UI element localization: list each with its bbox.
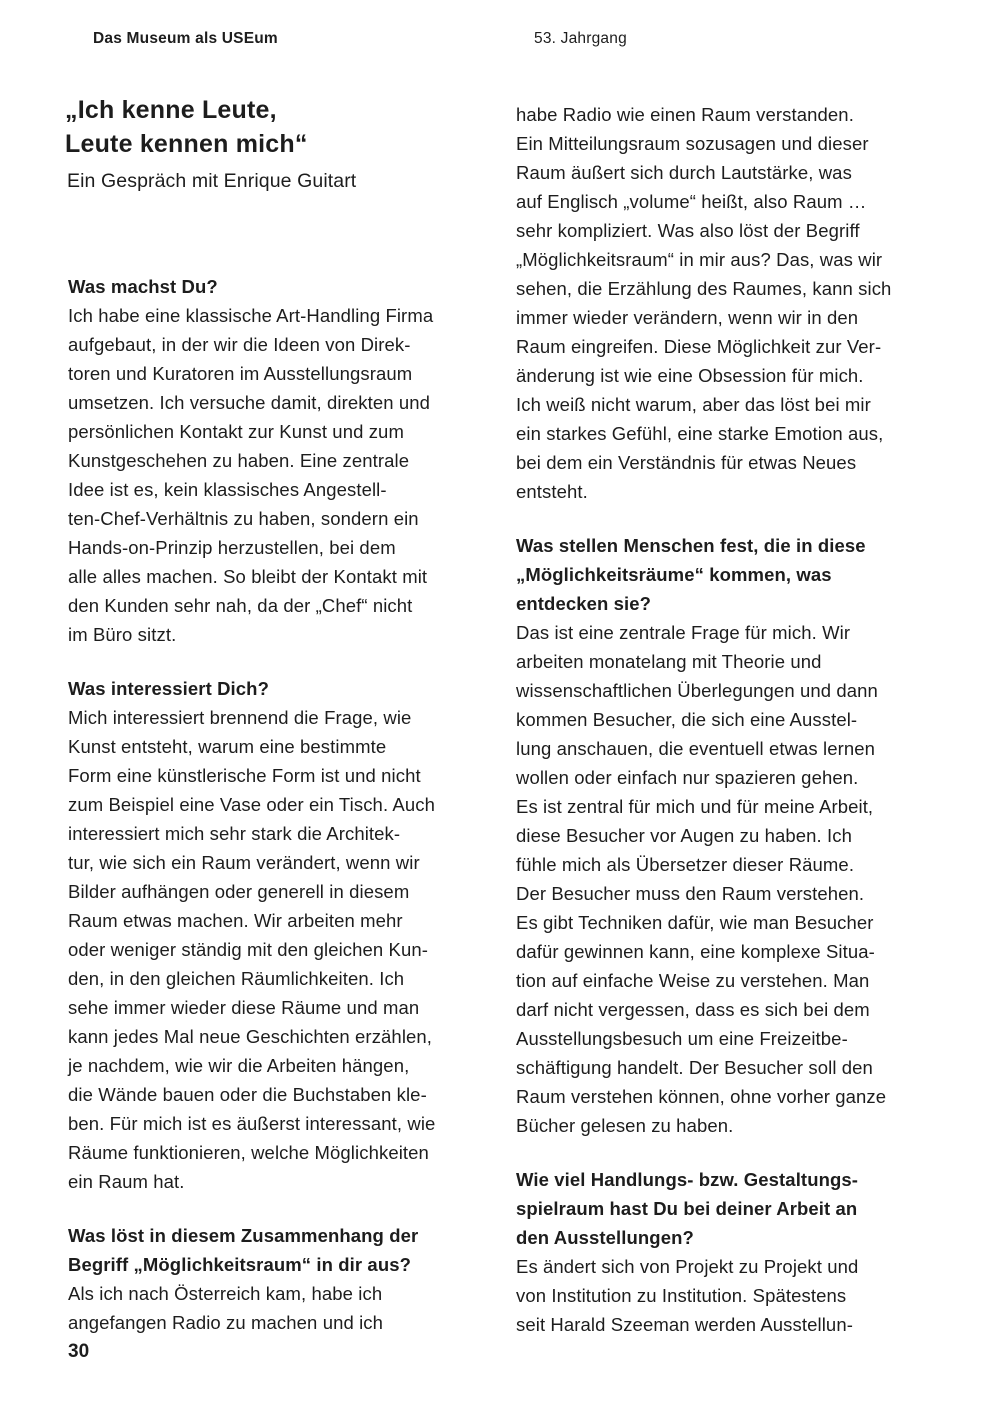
answer-line: Raum äußert sich durch Lautstärke, was — [516, 162, 852, 183]
answer-line: ein Raum hat. — [68, 1171, 185, 1192]
answer-line: sehe immer wieder diese Räume und man — [68, 997, 420, 1018]
answer-line: ben. Für mich ist es äußerst interessant, wie — [68, 1113, 436, 1134]
answer-line: arbeiten monatelang mit Theorie und — [516, 651, 822, 672]
answer-line: lung anschauen, die eventuell etwas lernen — [516, 738, 876, 759]
answer-line: Kunst entsteht, warum eine bestimmte — [68, 736, 387, 757]
answer-line: Es ändert sich von Projekt zu Projekt und — [516, 1256, 859, 1277]
answer-line: von Institution zu Institution. Spätestens — [516, 1285, 847, 1306]
answer-line: aufgebaut, in der wir die Ideen von Direk- — [68, 334, 411, 355]
answer-line: persönlichen Kontakt zur Kunst und zum — [68, 421, 404, 442]
answer-line: Ausstellungsbesuch um eine Freizeitbe- — [516, 1028, 848, 1049]
answer-line: Der Besucher muss den Raum verstehen. — [516, 883, 865, 904]
answer-line: angefangen Radio zu machen und ich — [68, 1312, 384, 1333]
answer-line: Räume funktionieren, welche Möglichkeiten — [68, 1142, 429, 1163]
answer-line: alle alles machen. So bleibt der Kontakt mit — [68, 566, 428, 587]
page-number: 30 — [68, 1341, 90, 1362]
answer-line: immer wieder verändern, wenn wir in den — [516, 307, 859, 328]
qa-block — [516, 100, 961, 506]
answer-line: Raum etwas machen. Wir arbeiten mehr — [68, 910, 403, 931]
question-line: Was machst Du? — [68, 276, 218, 297]
qa-block — [516, 1165, 961, 1339]
running-header-left: Das Museum als USEum — [93, 30, 278, 47]
answer-line: Form eine künstlerische Form ist und nicht — [68, 765, 421, 786]
question-line: Was stellen Menschen fest, die in diese — [516, 535, 866, 556]
running-header-right: 53. Jahrgang — [534, 30, 627, 47]
answer-line: habe Radio wie einen Raum verstanden. — [516, 104, 854, 125]
answer-line: „Möglichkeitsraum“ in mir aus? Das, was wir — [516, 249, 883, 270]
answer-line: im Büro sitzt. — [68, 624, 177, 645]
answer-line: diese Besucher vor Augen zu haben. Ich — [516, 825, 852, 846]
question-line: Begriff „Möglichkeitsraum“ in dir aus? — [68, 1254, 412, 1275]
article-title-line-1: „Ich kenne Leute, — [65, 96, 277, 124]
answer-line: bei dem ein Verständnis für etwas Neues — [516, 452, 857, 473]
answer-line: zum Beispiel eine Vase oder ein Tisch. Auch — [68, 794, 435, 815]
article-title — [65, 93, 308, 161]
answer-line: ten-Chef-Verhältnis zu haben, sondern ein — [68, 508, 419, 529]
answer-line: toren und Kuratoren im Ausstellungsraum — [68, 363, 413, 384]
answer-line: Raum eingreifen. Diese Möglichkeit zur Ver- — [516, 336, 882, 357]
answer-line: dafür gewinnen kann, eine komplexe Situa- — [516, 941, 875, 962]
question-line: Was löst in diesem Zusammenhang der — [68, 1225, 419, 1246]
answer-line: seit Harald Szeeman werden Ausstellun- — [516, 1314, 853, 1335]
answer-line: kommen Besucher, die sich eine Ausstel- — [516, 709, 858, 730]
answer-line: kann jedes Mal neue Geschichten erzählen, — [68, 1026, 433, 1047]
answer-line: Kunstgeschehen zu haben. Eine zentrale — [68, 450, 410, 471]
answer-line: Raum verstehen können, ohne vorher ganze — [516, 1086, 887, 1107]
question-line: Wie viel Handlungs- bzw. Gestaltungs- — [516, 1169, 859, 1190]
answer-line: Idee ist es, kein klassisches Angestell- — [68, 479, 387, 500]
answer-line: wissenschaftlichen Überlegungen und dann — [516, 680, 878, 701]
answer-line: tur, wie sich ein Raum verändert, wenn wir — [68, 852, 420, 873]
answer-line: änderung ist wie eine Obsession für mich. — [516, 365, 864, 386]
article-subtitle: Ein Gespräch mit Enrique Guitart — [67, 170, 357, 192]
answer-line: auf Englisch „volume“ heißt, also Raum … — [516, 191, 867, 212]
answer-line: Es ist zentral für mich und für meine Arbeit, — [516, 796, 874, 817]
answer-line: fühle mich als Übersetzer dieser Räume. — [516, 854, 855, 875]
answer-line: darf nicht vergessen, dass es sich bei dem — [516, 999, 870, 1020]
answer-line: sehr kompliziert. Was also löst der Begriff — [516, 220, 860, 241]
question-line: entdecken sie? — [516, 593, 652, 614]
answer-line: den Kunden sehr nah, da der „Chef“ nicht — [68, 595, 413, 616]
answer-line: Als ich nach Österreich kam, habe ich — [68, 1283, 383, 1304]
answer-line: die Wände bauen oder die Buchstaben kle- — [68, 1084, 427, 1105]
answer-line: oder weniger ständig mit den gleichen Kun- — [68, 939, 429, 960]
answer-line: entsteht. — [516, 481, 588, 502]
answer-line: den, in den gleichen Räumlichkeiten. Ich — [68, 968, 405, 989]
answer-line: Es gibt Techniken dafür, wie man Besucher — [516, 912, 874, 933]
qa-block — [68, 1221, 513, 1337]
answer-line: je nachdem, wie wir die Arbeiten hängen, — [68, 1055, 410, 1076]
right-column — [516, 100, 961, 1364]
answer-line: schäftigung handelt. Der Besucher soll den — [516, 1057, 873, 1078]
answer-line: umsetzen. Ich versuche damit, direkten und — [68, 392, 431, 413]
answer-line: Hands-on-Prinzip herzustellen, bei dem — [68, 537, 396, 558]
answer-line: Bilder aufhängen oder generell in diesem — [68, 881, 410, 902]
qa-block — [68, 272, 513, 649]
answer-line: wollen oder einfach nur spazieren gehen. — [516, 767, 859, 788]
answer-line: Ich weiß nicht warum, aber das löst bei mir — [516, 394, 871, 415]
question-line: „Möglichkeitsräume“ kommen, was — [516, 564, 832, 585]
question-line: den Ausstellungen? — [516, 1227, 694, 1248]
left-column — [68, 272, 513, 1362]
answer-line: Ich habe eine klassische Art-Handling Firma — [68, 305, 434, 326]
question-line: spielraum hast Du bei deiner Arbeit an — [516, 1198, 858, 1219]
answer-line: ein starkes Gefühl, eine starke Emotion aus, — [516, 423, 884, 444]
question-line: Was interessiert Dich? — [68, 678, 269, 699]
article-title-line-2: Leute kennen mich“ — [65, 130, 308, 158]
answer-line: interessiert mich sehr stark die Architek- — [68, 823, 401, 844]
answer-line: tion auf einfache Weise zu verstehen. Man — [516, 970, 870, 991]
answer-line: Mich interessiert brennend die Frage, wie — [68, 707, 412, 728]
answer-line: sehen, die Erzählung des Raumes, kann sich — [516, 278, 892, 299]
qa-block — [68, 674, 513, 1196]
answer-line: Das ist eine zentrale Frage für mich. Wir — [516, 622, 851, 643]
answer-line: Ein Mitteilungsraum sozusagen und dieser — [516, 133, 869, 154]
answer-line: Bücher gelesen zu haben. — [516, 1115, 734, 1136]
qa-block — [516, 531, 961, 1140]
